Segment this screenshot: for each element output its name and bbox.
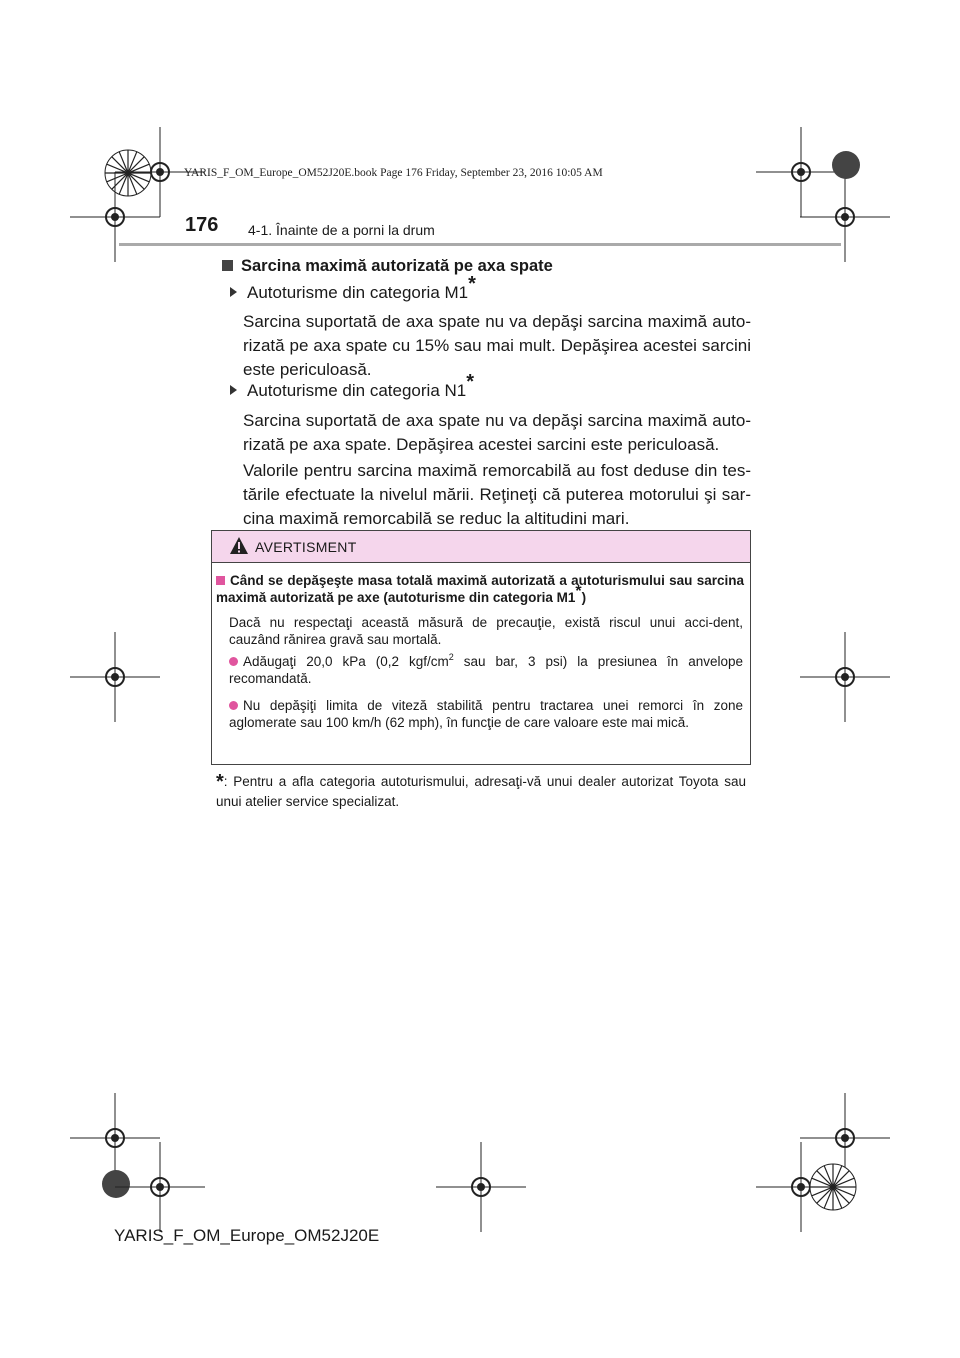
item2-label: Autoturisme din categoria N1*: [230, 381, 474, 401]
item2-text: Sarcina suportată de axa spate nu va depăşi sarcina maximă auto-rizată pe axa spate. Depăşirea acestei sarcini este periculoasă.: [243, 411, 751, 454]
warning-intro: Dacă nu respectaţi această măsură de precauţie, există riscul unui acci-dent, cauzând rănirea gravă sau mortală.: [229, 615, 743, 647]
square-bullet-icon: [222, 260, 233, 271]
footnote-star: *: [466, 371, 475, 393]
warning-heading: Când se depăşeşte masa totală maximă autorizată a autoturismului sau sarcina maximă autorizată pe axe (autoturisme din categoria M1*): [216, 573, 744, 605]
warning-triangle-icon: [229, 536, 249, 555]
footnote-star: *: [468, 273, 476, 295]
footnote: [216, 772, 746, 811]
crosshair-mark-icon: [115, 1142, 205, 1232]
crosshair-mark-icon: [70, 172, 160, 262]
footer-doc-code: YARIS_F_OM_Europe_OM52J20E: [114, 1226, 380, 1245]
footnote-marker: *: [216, 771, 224, 793]
triangle-bullet-icon: [230, 287, 237, 297]
footnote-text: : Pentru a afla categoria autoturismului, adresaţi-vă unui dealer autorizat Toyota sau unui atelier service specializat.: [216, 774, 746, 809]
square-bullet-icon: [216, 576, 225, 585]
item2-text2: Valorile pentru sarcina maximă remorcabilă au fost deduse din tes-tările efectuate la nivelul mării. Reţineţi că puterea motorului şi sar-cina maximă remorcabilă se reduc la altitudini mari.: [243, 461, 751, 528]
warning-bullet-2: Nu depăşiţi limita de viteză stabilită pentru tractarea unei remorci în zone aglomerate sau 100 km/h (62 mph), în funcţie de care valoare este mai mică.: [229, 698, 743, 730]
solid-disc-mark-icon: [831, 150, 861, 180]
radial-mark-icon: [808, 1162, 858, 1212]
crosshair-mark-icon: [800, 632, 890, 722]
round-bullet-icon: [229, 701, 238, 710]
file-info-line: YARIS_F_OM_Europe_OM52J20E.book Page 176 Friday, September 23, 2016 10:05 AM: [184, 167, 603, 179]
heading-text: Sarcina maximă autorizată pe axa spate: [241, 257, 553, 275]
warning-title: AVERTISMENT: [255, 539, 357, 555]
section-title: 4-1. Înainte de a porni la drum: [248, 222, 435, 238]
warning-box: [211, 530, 751, 765]
content-heading: [222, 254, 750, 278]
page-number: 176: [185, 214, 219, 236]
item1-label: Autoturisme din categoria M1*: [230, 283, 476, 303]
crosshair-mark-icon: [800, 172, 890, 262]
round-bullet-icon: [229, 657, 238, 666]
crosshair-mark-icon: [436, 1142, 526, 1232]
warning-header: [212, 531, 750, 563]
warning-bullet-1: Adăugaţi 20,0 kPa (0,2 kgf/$cm^2$ sau bar, 3 psi) la presiunea în anvelope recomandată.: [229, 652, 743, 686]
header-rule: [119, 243, 841, 246]
item1-text: Sarcina suportată de axa spate nu va depăşi sarcina maximă auto-rizată pe axa spate cu 15% sau mai mult. Depăşirea acestei sarcini este periculoasă.: [243, 312, 751, 379]
crosshair-mark-icon: [70, 632, 160, 722]
triangle-bullet-icon: [230, 385, 237, 395]
